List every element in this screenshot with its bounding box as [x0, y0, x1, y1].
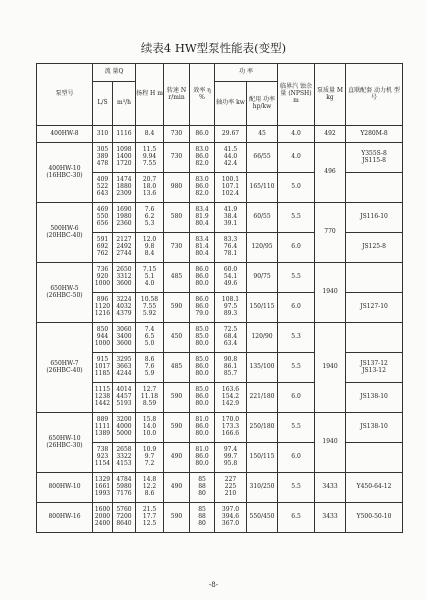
header-shaft-power: 轴功率 kw: [215, 82, 247, 126]
cell-speed: 730: [164, 233, 190, 263]
cell-shaft: 100.1 107.1 102.4: [215, 173, 247, 203]
cell-shaft: 29.67: [215, 126, 247, 143]
cell-q-ls: 738 923 1154: [93, 443, 113, 473]
cell-eff: 83.4 81.9 80.4: [190, 203, 215, 233]
cell-shaft: 227 225 210: [215, 473, 247, 503]
cell-q-ls: 469 550 656: [93, 203, 113, 233]
cell-motor: 90/75: [247, 263, 278, 293]
table-row: [37, 263, 403, 293]
header-head: 扬程 H m: [136, 64, 164, 126]
cell-eff: 85 88 80: [190, 473, 215, 503]
pump-model-cell: 800HW-16: [37, 503, 93, 533]
cell-shaft: 72.5 68.4 63.4: [215, 323, 247, 353]
motor-model-cell: JS116-10: [346, 203, 403, 233]
pump-model-cell: 400HW-10 (16HBC-30): [37, 143, 93, 203]
pump-weight-cell: 3433: [315, 473, 346, 503]
table-row: [37, 323, 403, 353]
cell-eff: 85.0 86.0 80.0: [190, 353, 215, 383]
cell-motor: 150/115: [247, 443, 278, 473]
cell-head: 20.7 18.0 13.6: [136, 173, 164, 203]
cell-q-m3h: 4784 5980 7176: [113, 473, 136, 503]
motor-model-cell: Y500-50-10: [346, 503, 403, 533]
pump-weight-cell: 496: [315, 143, 346, 203]
cell-q-ls: 305 389 478: [93, 143, 113, 173]
cell-npsh: 4.0: [278, 126, 315, 143]
motor-model-cell: JS137-12 JS13-12: [346, 353, 403, 383]
cell-eff: 85 88 80: [190, 503, 215, 533]
cell-speed: 730: [164, 143, 190, 173]
cell-head: 14.8 12.2 8.6: [136, 473, 164, 503]
cell-motor: 120/95: [247, 233, 278, 263]
header-efficiency: 效率 η %: [190, 64, 215, 126]
page-number: -8-: [208, 581, 219, 589]
motor-model-cell: JS125-8: [346, 233, 403, 263]
cell-npsh: 5.5: [278, 413, 315, 443]
cell-q-m3h: 4014 4457 5193: [113, 383, 136, 413]
cell-q-m3h: 2650 3312 3600: [113, 263, 136, 293]
page-title: 续表4 HW型泵性能表(变型): [140, 41, 287, 55]
cell-shaft: 60.0 54.1 49.6: [215, 263, 247, 293]
cell-q-m3h: 2658 3322 4153: [113, 443, 136, 473]
cell-motor: 165/110: [247, 173, 278, 203]
pump-weight-cell: 1940: [315, 323, 346, 413]
motor-model-cell: Y280M-8: [346, 126, 403, 143]
cell-speed: 490: [164, 473, 190, 503]
cell-npsh: 6.5: [278, 503, 315, 533]
cell-q-m3h: 5760 7200 8640: [113, 503, 136, 533]
cell-q-ls: 889 1111 1389: [93, 413, 113, 443]
cell-motor: 221/180: [247, 383, 278, 413]
cell-eff: 81.0 86.0 80.0: [190, 443, 215, 473]
cell-speed: 450: [164, 323, 190, 353]
cell-speed: 590: [164, 383, 190, 413]
cell-speed: 485: [164, 353, 190, 383]
cell-npsh: 5.0: [278, 173, 315, 203]
motor-model-cell: Y355S-8 JS115-8: [346, 143, 403, 173]
header-speed: 转速 N r/min: [164, 64, 190, 126]
cell-shaft: 97.4 99.7 95.8: [215, 443, 247, 473]
cell-q-ls: 1329 1661 1993: [93, 473, 113, 503]
header-flow-m3h: m³/h: [113, 82, 136, 126]
pump-performance-table: [36, 63, 403, 533]
cell-eff: 83.0 86.0 82.0: [190, 143, 215, 173]
header-flow-ls: L/S: [93, 82, 113, 126]
cell-speed: 590: [164, 503, 190, 533]
motor-model-cell: [346, 173, 403, 203]
header-power: 功 率: [215, 64, 278, 82]
header-motor-model: 直联配套 动力机 型 号: [346, 64, 403, 126]
header-model: 泵型号: [37, 64, 93, 126]
cell-head: 21.5 17.7 12.5: [136, 503, 164, 533]
cell-head: 8.6 7.6 5.9: [136, 353, 164, 383]
cell-motor: 60/55: [247, 203, 278, 233]
cell-npsh: 6.0: [278, 443, 315, 473]
cell-npsh: 6.0: [278, 383, 315, 413]
cell-q-ls: 736 920 1000: [93, 263, 113, 293]
motor-model-cell: JS138-10: [346, 383, 403, 413]
table-row: [37, 413, 403, 443]
cell-head: 7.15 5.1 4.0: [136, 263, 164, 293]
motor-model-cell: Y450-64-12: [346, 473, 403, 503]
motor-model-cell: JS127-10: [346, 293, 403, 323]
cell-npsh: 5.5: [278, 203, 315, 233]
cell-motor: 135/100: [247, 353, 278, 383]
cell-npsh: 5.5: [278, 353, 315, 383]
table-row: [37, 126, 403, 143]
cell-eff: 81.0 86.0 80.0: [190, 413, 215, 443]
cell-shaft: 397.0 394.6 367.0: [215, 503, 247, 533]
cell-q-m3h: 3295 3663 4244: [113, 353, 136, 383]
cell-q-m3h: 2127 2492 2744: [113, 233, 136, 263]
pump-model-cell: 650HW-7 (26HBC-40): [37, 323, 93, 413]
pump-weight-cell: 492: [315, 126, 346, 143]
cell-motor: 120/90: [247, 323, 278, 353]
table-row: [37, 203, 403, 233]
cell-q-m3h: 1690 1980 2360: [113, 203, 136, 233]
cell-npsh: 5.5: [278, 263, 315, 293]
cell-head: 8.4: [136, 126, 164, 143]
cell-eff: 85.0 85.0 80.0: [190, 323, 215, 353]
cell-npsh: 6.0: [278, 293, 315, 323]
cell-shaft: 41.9 38.4 39.1: [215, 203, 247, 233]
cell-shaft: 108.1 97.5 89.3: [215, 293, 247, 323]
cell-speed: 580: [164, 203, 190, 233]
pump-weight-cell: 1940: [315, 413, 346, 473]
cell-speed: 590: [164, 293, 190, 323]
cell-speed: 730: [164, 126, 190, 143]
cell-q-m3h: 3200 4000 5000: [113, 413, 136, 443]
cell-q-ls: 310: [93, 126, 113, 143]
cell-shaft: 90.8 86.1 85.7: [215, 353, 247, 383]
cell-q-m3h: 1474 1880 2309: [113, 173, 136, 203]
pump-model-cell: 500HW-6 (20HBC-40): [37, 203, 93, 263]
header-motor-power: 配用 功率 hp/kw: [247, 82, 278, 126]
header-weight: 泵质量 M kg: [315, 64, 346, 126]
cell-motor: 66/55: [247, 143, 278, 173]
cell-npsh: 6.0: [278, 233, 315, 263]
cell-head: 7.4 6.5 5.0: [136, 323, 164, 353]
cell-q-m3h: 3060 3400 3600: [113, 323, 136, 353]
motor-model-cell: [346, 323, 403, 353]
pump-model-cell: 800HW-10: [37, 473, 93, 503]
cell-shaft: 41.5 44.0 42.4: [215, 143, 247, 173]
cell-speed: 590: [164, 413, 190, 443]
cell-q-ls: 591 692 762: [93, 233, 113, 263]
cell-motor: 250/180: [247, 413, 278, 443]
cell-head: 12.0 9.8 8.4: [136, 233, 164, 263]
cell-motor: 550/450: [247, 503, 278, 533]
cell-npsh: 4.0: [278, 143, 315, 173]
cell-npsh: 5.3: [278, 323, 315, 353]
motor-model-cell: [346, 443, 403, 473]
cell-q-m3h: 1116: [113, 126, 136, 143]
cell-head: 7.6 6.2 5.3: [136, 203, 164, 233]
cell-q-m3h: 3224 4032 4379: [113, 293, 136, 323]
cell-npsh: 5.5: [278, 473, 315, 503]
cell-head: 12.7 11.18 8.59: [136, 383, 164, 413]
table-row: [37, 503, 403, 533]
cell-speed: 485: [164, 263, 190, 293]
pump-weight-cell: 3433: [315, 503, 346, 533]
pump-model-cell: 650HW-10 (26HBC-30): [37, 413, 93, 473]
cell-head: 15.8 14.0 10.0: [136, 413, 164, 443]
cell-q-m3h: 1098 1400 1720: [113, 143, 136, 173]
cell-q-ls: 1600 2000 2400: [93, 503, 113, 533]
pump-model-cell: 650HW-5 (26HBC-50): [37, 263, 93, 323]
cell-eff: 83.0 86.0 82.0: [190, 173, 215, 203]
header-flow: 流 量Q: [93, 64, 136, 82]
cell-shaft: 170.0 173.3 166.6: [215, 413, 247, 443]
header-npsh: 临界汽 蚀余量 (NPSH) m: [278, 64, 315, 126]
cell-q-ls: 1115 1238 1442: [93, 383, 113, 413]
table-body: [37, 126, 403, 533]
cell-eff: 86.0 86.0 79.0: [190, 293, 215, 323]
cell-shaft: 163.6 154.2 142.9: [215, 383, 247, 413]
cell-head: 10.9 9.7 7.2: [136, 443, 164, 473]
cell-eff: 86.0: [190, 126, 215, 143]
cell-eff: 83.4 81.4 80.4: [190, 233, 215, 263]
cell-shaft: 83.3 76.4 78.1: [215, 233, 247, 263]
table-row: [37, 473, 403, 503]
pump-weight-cell: 1940: [315, 263, 346, 323]
cell-head: 11.5 9.94 7.55: [136, 143, 164, 173]
cell-q-ls: 409 522 643: [93, 173, 113, 203]
cell-q-ls: 896 1120 1216: [93, 293, 113, 323]
motor-model-cell: [346, 263, 403, 293]
cell-q-ls: 915 1017 1185: [93, 353, 113, 383]
motor-model-cell: JS138-10: [346, 413, 403, 443]
cell-motor: 150/115: [247, 293, 278, 323]
pump-weight-cell: 770: [315, 203, 346, 263]
cell-motor: 310/250: [247, 473, 278, 503]
cell-q-ls: 850 944 1000: [93, 323, 113, 353]
cell-speed: 980: [164, 173, 190, 203]
pump-model-cell: 400HW-8: [37, 126, 93, 143]
cell-eff: 85.0 86.0 80.0: [190, 383, 215, 413]
cell-motor: 45: [247, 126, 278, 143]
cell-eff: 86.0 86.0 80.0: [190, 263, 215, 293]
table-row: [37, 143, 403, 173]
cell-speed: 490: [164, 443, 190, 473]
cell-head: 10.58 7.55 5.92: [136, 293, 164, 323]
